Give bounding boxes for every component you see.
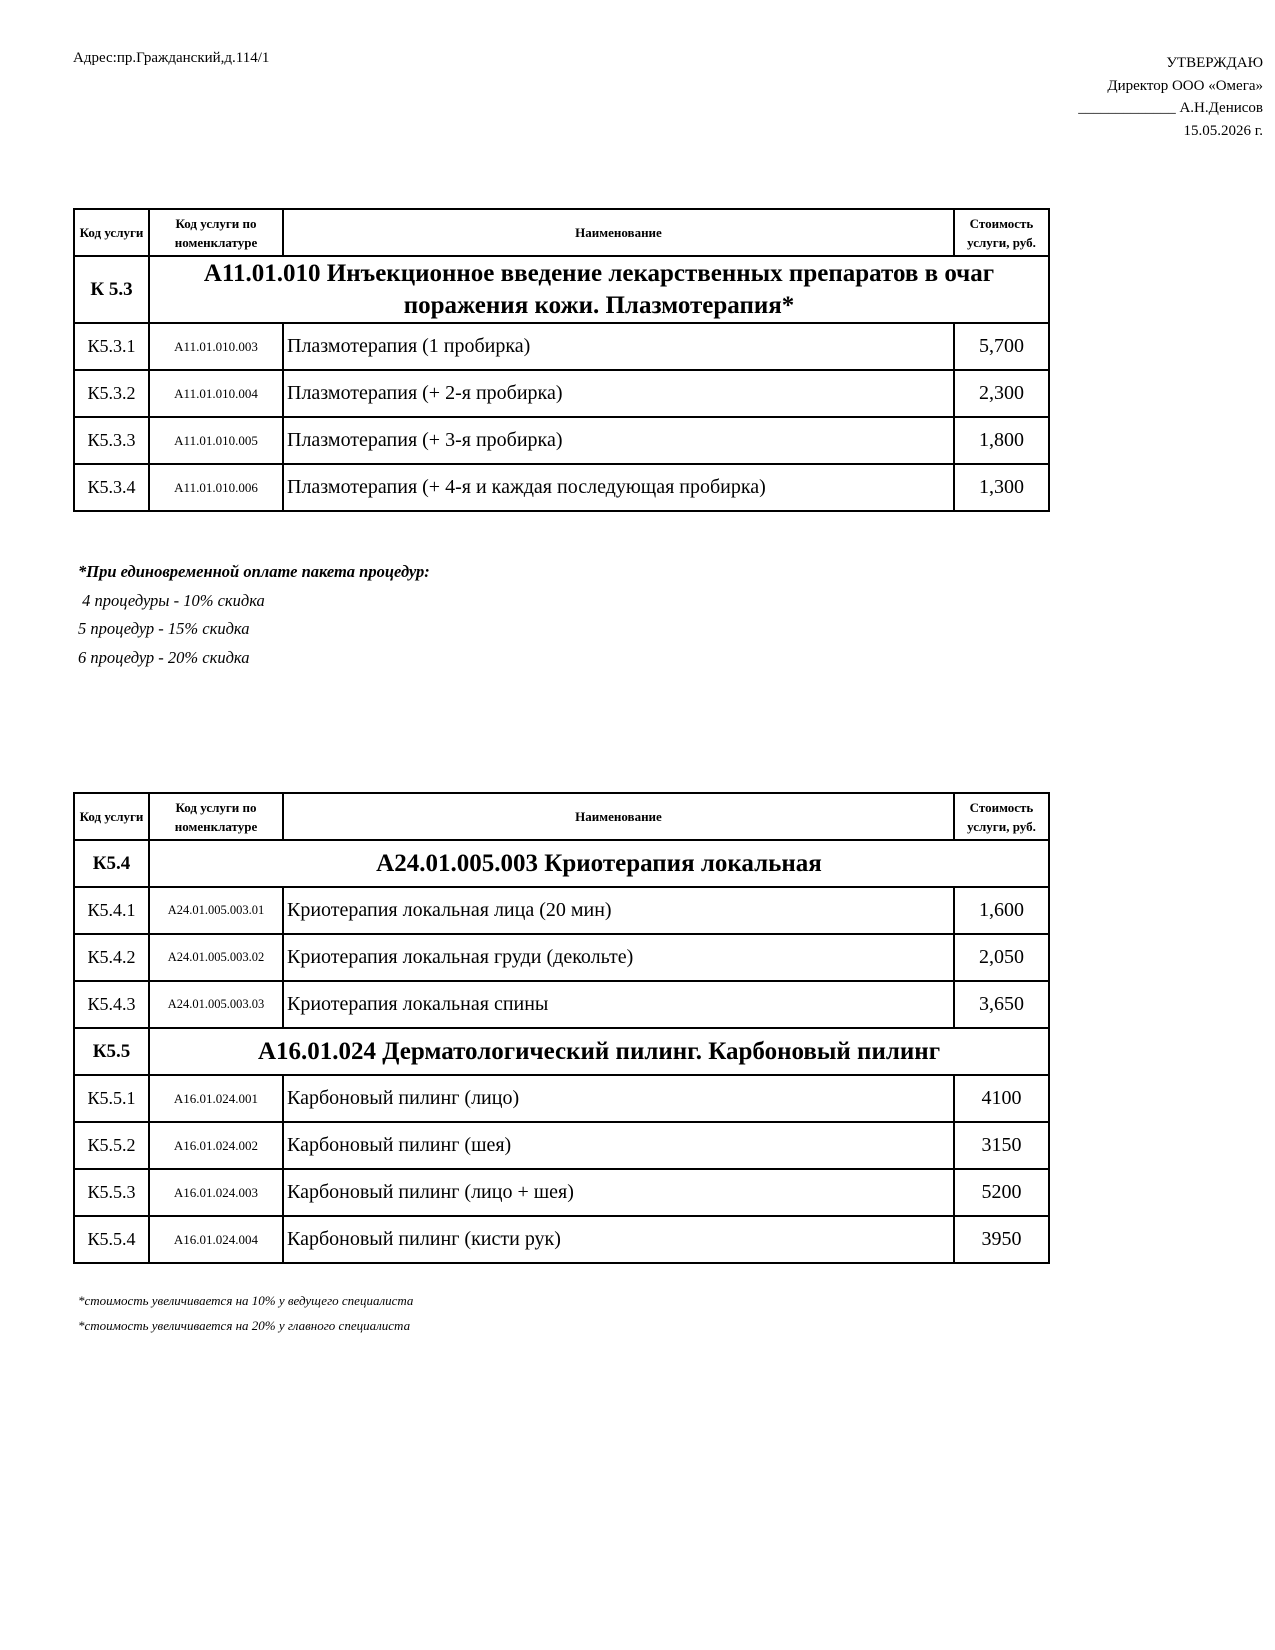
service-name: Криотерапия локальная спины [283,981,954,1028]
price-table-cryo-peeling [73,792,1050,1264]
service-price: 4100 [954,1075,1049,1122]
service-name: Карбоновый пилинг (лицо) [283,1075,954,1122]
service-name: Плазмотерапия (+ 2-я пробирка) [283,370,954,417]
table-row [74,464,1049,511]
service-price: 5200 [954,1169,1049,1216]
table-row [74,323,1049,370]
service-nomenclature: А24.01.005.003.02 [149,934,283,981]
service-code: К5.4.3 [74,981,149,1028]
approval-stamp [1078,52,1263,142]
service-code: К5.3.3 [74,417,149,464]
col-header-name: Наименование [283,209,954,256]
discount-note-line: 5 процедур - 15% скидка [78,619,250,638]
col-header-nomenclature: Код услуги по номенклатуре [149,793,283,840]
service-price: 2,300 [954,370,1049,417]
service-nomenclature: А16.01.024.004 [149,1216,283,1263]
col-header-name: Наименование [283,793,954,840]
section-row [74,256,1049,323]
service-name: Плазмотерапия (+ 3-я пробирка) [283,417,954,464]
service-name: Криотерапия локальная лица (20 мин) [283,887,954,934]
package-discount-note [78,558,430,672]
discount-note-line: 6 процедур - 20% скидка [78,647,250,667]
table-row [74,417,1049,464]
col-header-code: Код услуги [74,209,149,256]
service-nomenclature: А11.01.010.003 [149,323,283,370]
service-price: 2,050 [954,934,1049,981]
price-table-plasma [73,208,1050,512]
service-code: К5.4.2 [74,934,149,981]
section-code: К5.5 [74,1028,149,1075]
service-name: Карбоновый пилинг (шея) [283,1122,954,1169]
col-header-price: Стоимость услуги, руб. [954,209,1049,256]
service-price: 1,300 [954,464,1049,511]
service-code: К5.5.1 [74,1075,149,1122]
section-code: К5.4 [74,840,149,887]
discount-note-heading: *При единовременной оплате пакета процедур: [78,562,430,581]
section-title: А24.01.005.003 Криотерапия локальная [149,840,1049,887]
table-header-row [74,209,1049,256]
approve-position: Директор ООО «Омега» [1107,77,1263,94]
discount-note-line: 4 процедуры - 10% скидка [78,590,265,610]
approve-date: 15.05.2026 г. [1183,122,1263,139]
col-header-code: Код услуги [74,793,149,840]
service-code: К5.3.1 [74,323,149,370]
col-header-nomenclature: Код услуги по номенклатуре [149,209,283,256]
service-name: Карбоновый пилинг (кисти рук) [283,1216,954,1263]
service-price: 5,700 [954,323,1049,370]
service-price: 3950 [954,1216,1049,1263]
approve-title: УТВЕРЖДАЮ [1166,55,1263,71]
table-row [74,934,1049,981]
table-row [74,1122,1049,1169]
service-name: Плазмотерапия (1 пробирка) [283,323,954,370]
service-code: К5.5.3 [74,1169,149,1216]
service-price: 3150 [954,1122,1049,1169]
service-code: К5.5.2 [74,1122,149,1169]
approve-signature-line: _____________ А.Н.Денисов [1078,100,1263,116]
table-row [74,1075,1049,1122]
surcharge-note-line: *стоимость увеличивается на 10% у ведущего специалиста [78,1293,414,1308]
service-price: 1,600 [954,887,1049,934]
service-price: 1,800 [954,417,1049,464]
service-name: Карбоновый пилинг (лицо + шея) [283,1169,954,1216]
section-title: А11.01.010 Инъекционное введение лекарственных препаратов в очаг поражения кожи. Плазмотерапия* [149,256,1049,323]
col-header-price: Стоимость услуги, руб. [954,793,1049,840]
service-code: К5.5.4 [74,1216,149,1263]
service-nomenclature: А11.01.010.005 [149,417,283,464]
service-nomenclature: А24.01.005.003.01 [149,887,283,934]
specialist-surcharge-note [78,1288,413,1338]
table-row [74,1216,1049,1263]
service-nomenclature: А24.01.005.003.03 [149,981,283,1028]
section-title: А16.01.024 Дерматологический пилинг. Карбоновый пилинг [149,1028,1049,1075]
service-nomenclature: А11.01.010.004 [149,370,283,417]
service-nomenclature: А16.01.024.003 [149,1169,283,1216]
service-code: К5.4.1 [74,887,149,934]
table-row [74,1169,1049,1216]
service-code: К5.3.4 [74,464,149,511]
table-header-row [74,793,1049,840]
service-nomenclature: А11.01.010.006 [149,464,283,511]
section-row [74,840,1049,887]
table-row [74,370,1049,417]
service-nomenclature: А16.01.024.002 [149,1122,283,1169]
service-code: К5.3.2 [74,370,149,417]
service-nomenclature: А16.01.024.001 [149,1075,283,1122]
section-code: К 5.3 [74,256,149,323]
table-row [74,887,1049,934]
service-price: 3,650 [954,981,1049,1028]
section-row [74,1028,1049,1075]
clinic-address: Адрес:пр.Гражданский,д.114/1 [73,50,270,66]
service-name: Плазмотерапия (+ 4-я и каждая последующая пробирка) [283,464,954,511]
table-row [74,981,1049,1028]
service-name: Криотерапия локальная груди (декольте) [283,934,954,981]
surcharge-note-line: *стоимость увеличивается на 20% у главного специалиста [78,1318,411,1333]
